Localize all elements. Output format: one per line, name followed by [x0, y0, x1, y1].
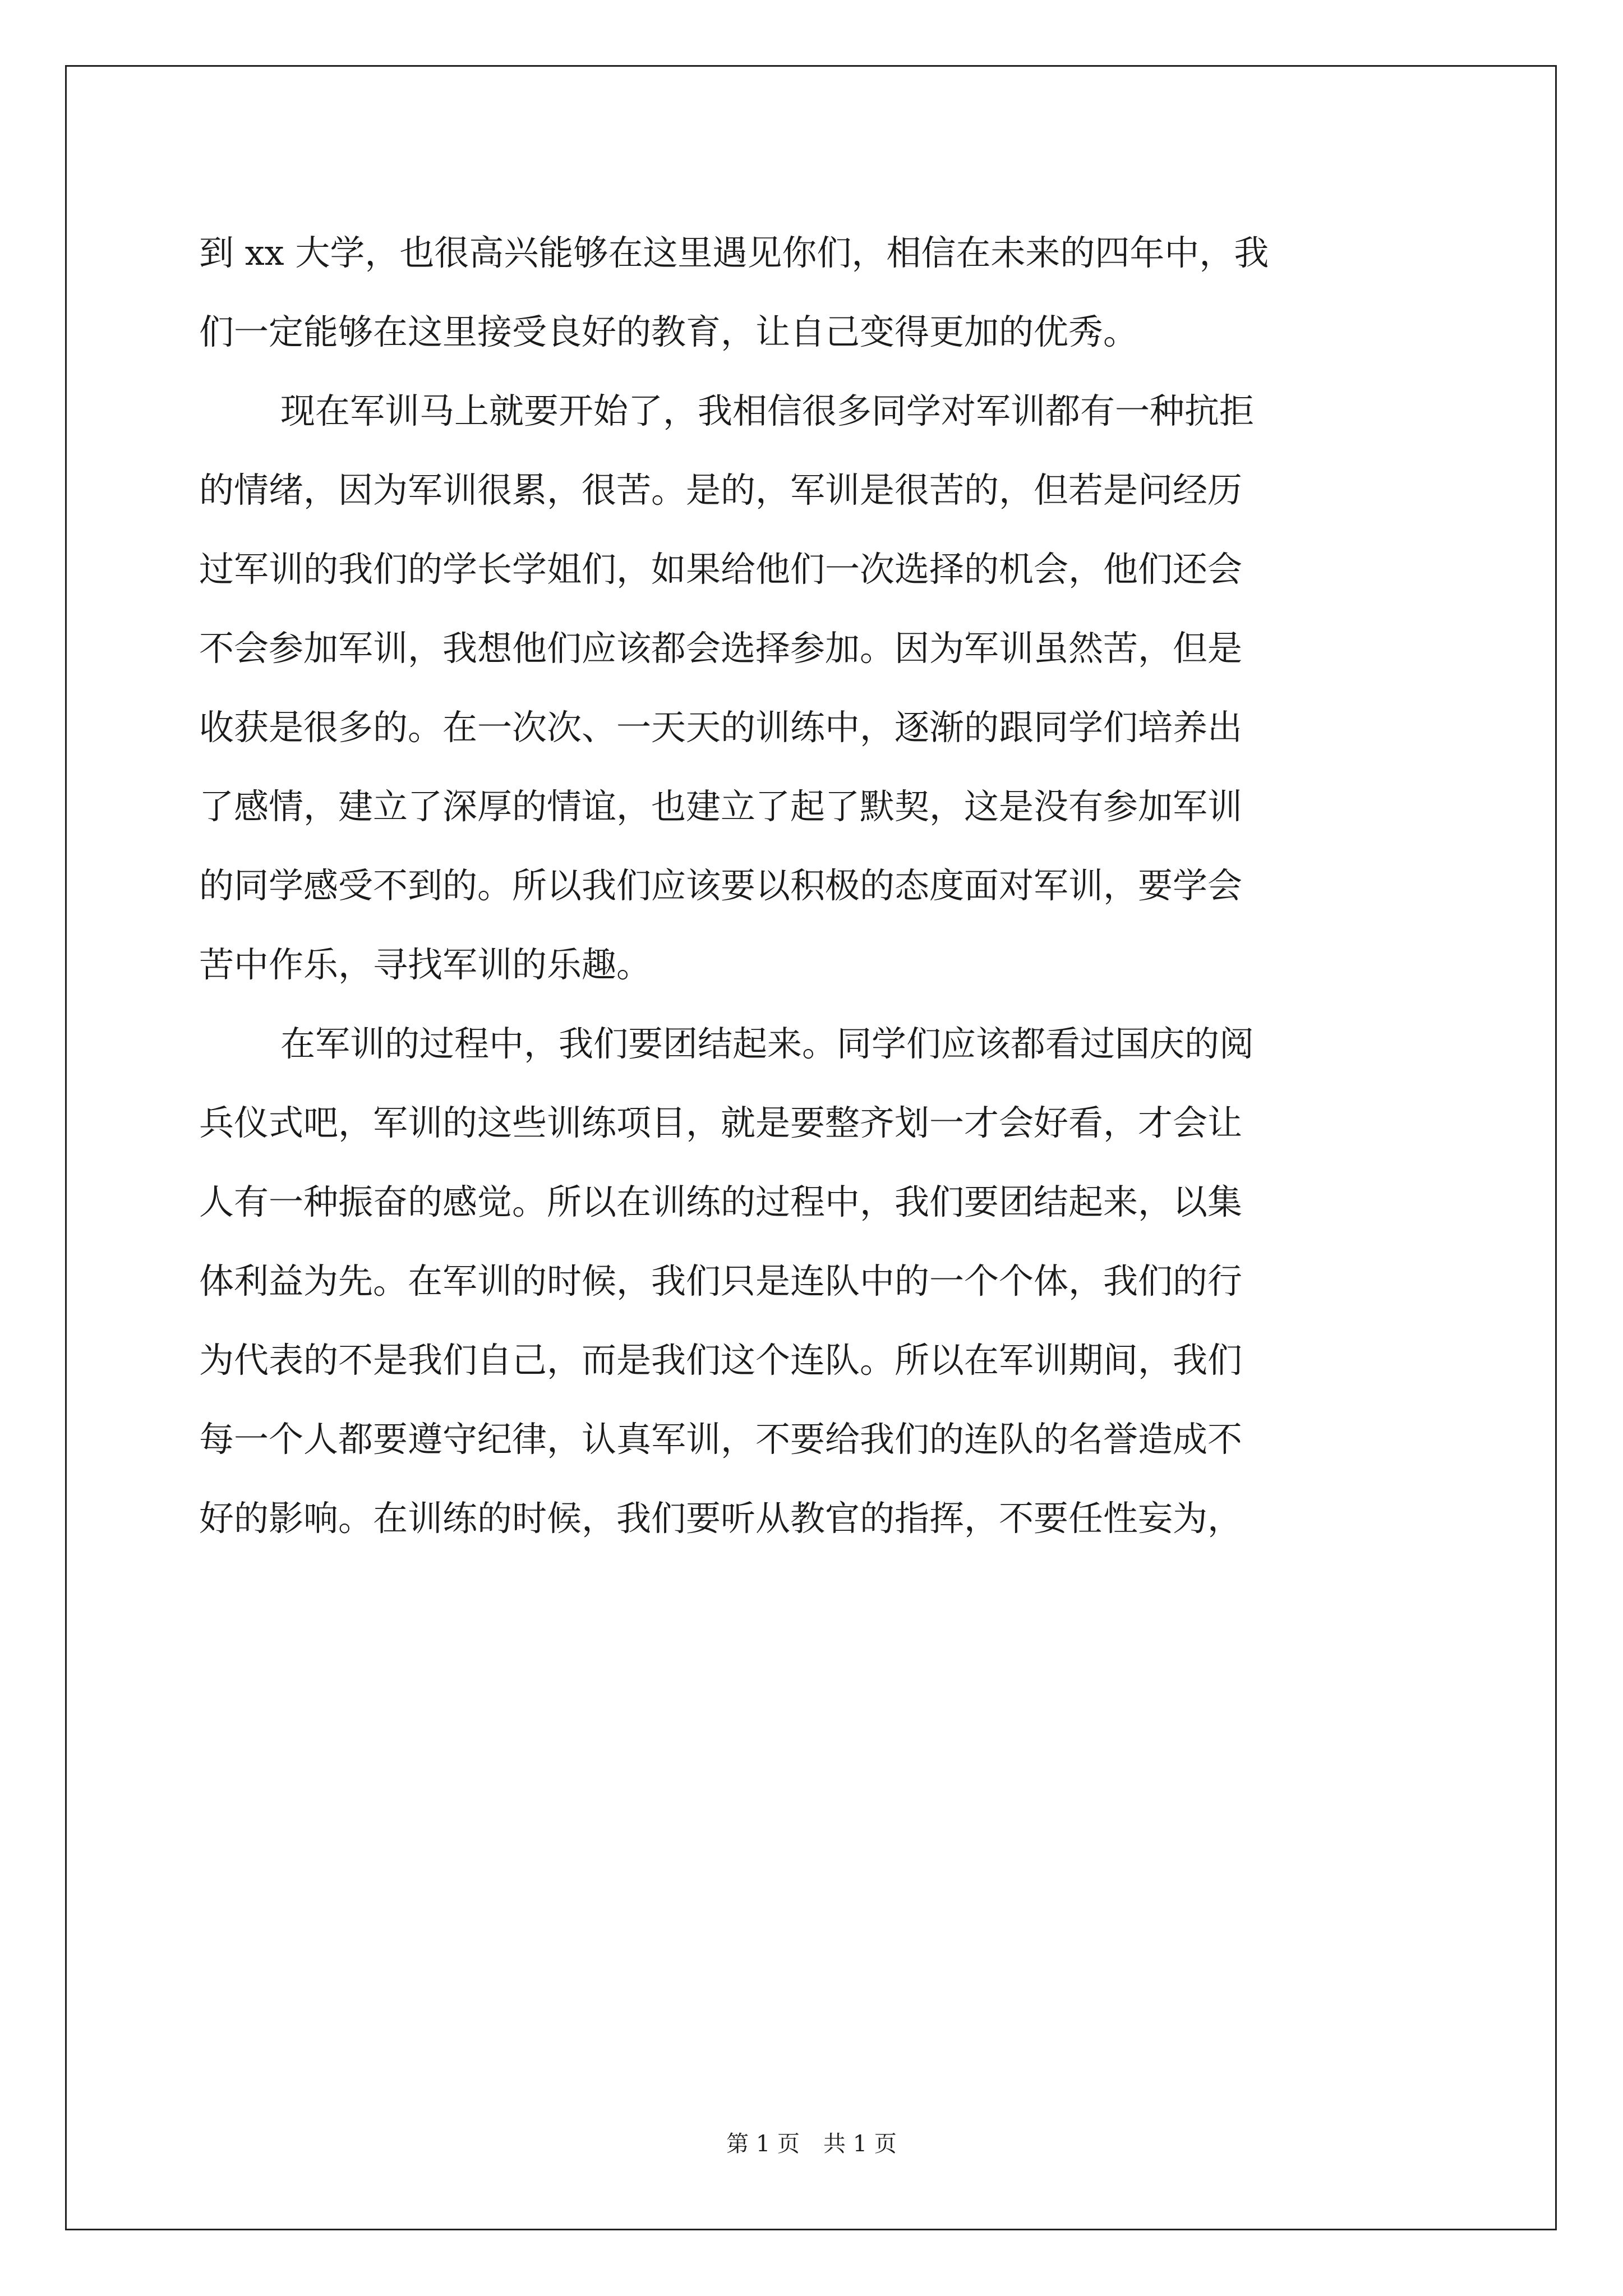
text-line: 人有一种振奋的感觉。所以在训练的过程中，我们要团结起来，以集	[199, 1181, 1243, 1222]
text-line: 过军训的我们的学长学姐们，如果给他们一次选择的机会，他们还会	[199, 549, 1243, 590]
text-line: 到 xx 大学，也很高兴能够在这里遇见你们，相信在未来的四年中，我	[199, 232, 1269, 273]
paragraph-first-line: 在军训的过程中，我们要团结起来。同学们应该都看过国庆的阅	[280, 1023, 1255, 1064]
text-line: 苦中作乐，寻找军训的乐趣。	[199, 944, 652, 985]
text-line: 兵仪式吧，军训的这些训练项目，就是要整齐划一才会好看，才会让	[199, 1102, 1243, 1143]
text-line: 的同学感受不到的。所以我们应该要以积极的态度面对军训，要学会	[199, 865, 1243, 906]
text-line: 为代表的不是我们自己，而是我们这个连队。所以在军训期间，我们	[199, 1340, 1243, 1381]
paragraph-first-line: 现在军训马上就要开始了，我相信很多同学对军训都有一种抗拒	[280, 390, 1255, 431]
document-body	[199, 213, 1433, 1558]
text-line: 的情绪，因为军训很累，很苦。是的，军训是很苦的，但若是问经历	[199, 470, 1243, 510]
text-line: 体利益为先。在军训的时候，我们只是连队中的一个个体，我们的行	[199, 1260, 1243, 1301]
text-line: 每一个人都要遵守纪律，认真军训，不要给我们的连队的名誉造成不	[199, 1419, 1243, 1460]
page-footer	[0, 2126, 1623, 2158]
text-line: 们一定能够在这里接受良好的教育，让自己变得更加的优秀。	[199, 311, 1138, 352]
page-number: 第 1 页	[726, 2131, 800, 2157]
text-line: 了感情，建立了深厚的情谊，也建立了起了默契，这是没有参加军训	[199, 786, 1243, 827]
text-line: 收获是很多的。在一次次、一天天的训练中，逐渐的跟同学们培养出	[199, 707, 1243, 748]
text-line: 不会参加军训，我想他们应该都会选择参加。因为军训虽然苦，但是	[199, 628, 1243, 669]
page-total: 共 1 页	[823, 2131, 897, 2157]
text-line: 好的影响。在训练的时候，我们要听从教官的指挥，不要任性妄为，	[199, 1498, 1243, 1539]
